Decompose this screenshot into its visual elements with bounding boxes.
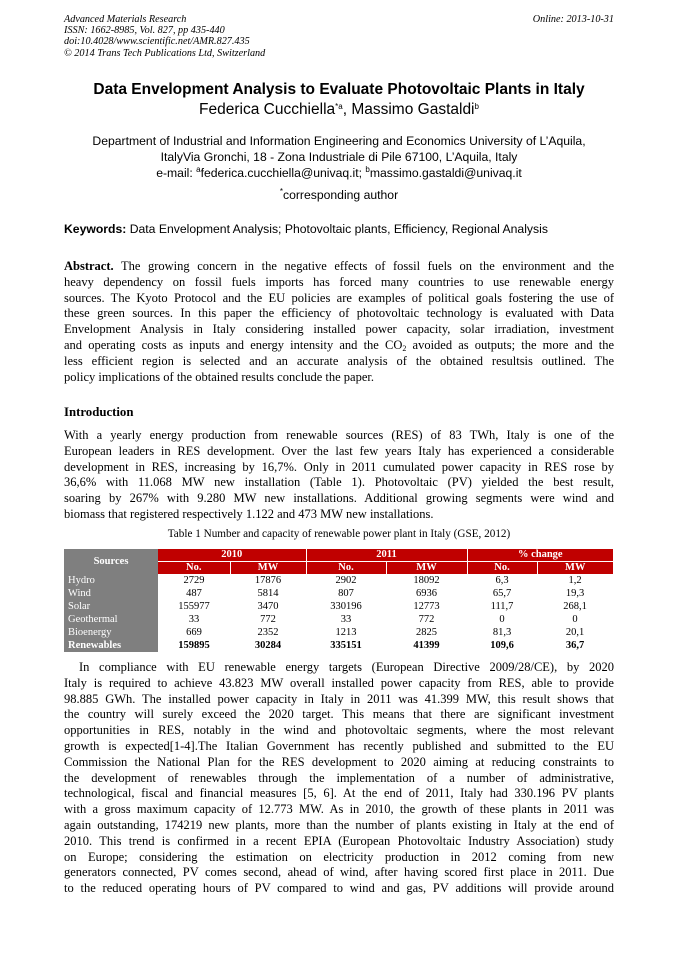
email-link[interactable]: massimo.gastaldi@univaq.it: [369, 166, 522, 180]
table-subheader: MW: [386, 562, 467, 575]
journal-copyright: © 2014 Trans Tech Publications Ltd, Switzerland: [64, 47, 266, 59]
table-cell: 1,2: [537, 574, 613, 587]
corresponding-marker: *: [279, 187, 283, 196]
table-cell: 12773: [386, 600, 467, 613]
table-row: [64, 613, 613, 626]
table-cell: 81,3: [467, 626, 537, 639]
table-header-group: 2010: [158, 549, 306, 562]
author-name: Federica Cucchiella: [199, 101, 336, 118]
journal-header: [64, 14, 265, 59]
table-cell: 109,6: [467, 639, 537, 652]
abstract-line: Abstract. The growing concern in the negative effects of fossil fuels on the environment and the: [64, 259, 614, 273]
table-cell: 30284: [230, 639, 306, 652]
table-cell: 111,7: [467, 600, 537, 613]
row-label: Geothermal: [64, 613, 158, 626]
paragraph-line: Commission the National Plan for the RES development to 2020 aiming at reducing constraints to: [64, 754, 614, 769]
paragraph-line: In compliance with EU renewable energy targets (European Directive 2009/28/CE), by 2020: [79, 660, 614, 674]
table-cell: 18092: [386, 574, 467, 587]
table-caption: Table 1 Number and capacity of renewable power plant in Italy (GSE, 2012): [167, 528, 511, 540]
table-cell: 33: [306, 613, 386, 626]
paragraph-line: the development of renewables through the implementation of a number of administrative,: [64, 770, 614, 785]
online-date: Online: 2013-10-31: [532, 14, 614, 25]
affiliation: [0, 133, 678, 165]
row-label: Hydro: [64, 574, 158, 587]
abstract-line: heavy dependency on fossil fuels imports has forced many countries to use renewable energy: [64, 274, 614, 289]
paragraph-line: generators connected, PV comes second, ahead of wind, after having scored first place in 2011. Due: [64, 865, 614, 880]
corresponding-text: corresponding author: [282, 188, 399, 202]
table-cell: 33: [158, 613, 230, 626]
table-cell: 772: [230, 613, 306, 626]
table-cell: 335151: [306, 639, 386, 652]
paragraph-line: opportunities in RES, notably in the wind and photovoltaic segments, where the most relevant: [64, 723, 614, 738]
table-row: [64, 600, 613, 613]
row-label: Solar: [64, 600, 158, 613]
table-cell: 20,1: [537, 626, 613, 639]
paragraph-line: with a gross maximum capacity of 12.773 MW. As in 2010, the growth of these plants in 2011 was: [64, 802, 614, 817]
email-marker: a: [196, 165, 201, 174]
renewables-table: [64, 549, 613, 652]
paragraph-line: biomass that registered respectively 1.122 and 473 MW new installations.: [64, 506, 434, 521]
author-name: Massimo Gastaldi: [351, 101, 475, 118]
abstract-line: and operating costs as inputs and energy intensity and the $CO_2$ avoided as outputs; the more and the: [64, 337, 614, 353]
table-cell: 1213: [306, 626, 386, 639]
paragraph-line: 98.885 GWh. The installed power capacity in Italy in 2011 was 41.399 MW, this result shows that: [64, 691, 614, 706]
abstract-line: Envelopment Analysis in Italy considering installed power capacity, solar irradiation, investment: [64, 322, 614, 337]
table-cell: 19,3: [537, 587, 613, 600]
table-cell: 6,3: [467, 574, 537, 587]
table-cell: 2352: [230, 626, 306, 639]
intro-paragraph: [64, 428, 614, 523]
table-cell: 5814: [230, 587, 306, 600]
paragraph-line: on Europe; considering the estimation on electricity production in 2012 coming from new: [64, 849, 614, 864]
corresponding-note: [0, 188, 678, 202]
table-subheader: No.: [158, 562, 230, 575]
row-label: Bioenergy: [64, 626, 158, 639]
paragraph-line: European leaders in RES development. Over the last few years Italy has experienced a considerable: [64, 443, 614, 458]
table-cell: 0: [467, 613, 537, 626]
table-cell: 2825: [386, 626, 467, 639]
table-cell: 36,7: [537, 639, 613, 652]
affiliation-line: ItalyVia Gronchi, 18 - Zona Industriale di Pile 67100, L’Aquila, Italy: [160, 150, 518, 164]
body-paragraph: [64, 660, 614, 897]
table-header-row: [64, 549, 613, 562]
paragraph-line: development in RES, increasing by 16,7%. Only in 2011 cumulated power capacity in RES rose by: [64, 459, 614, 474]
author-marker: b: [474, 102, 479, 111]
table-cell: 807: [306, 587, 386, 600]
paragraph-line: again outstanding, 174219 new plants, more than the number of plants existing in Italy at the end of: [64, 817, 614, 832]
table-subheader: No.: [467, 562, 537, 575]
paper-title: Data Envelopment Analysis to Evaluate Photovoltaic Plants in Italy: [93, 81, 585, 98]
table-subheader: MW: [230, 562, 306, 575]
keywords-text: Data Envelopment Analysis; Photovoltaic plants, Efficiency, Regional Analysis: [126, 222, 548, 236]
keywords-label: Keywords:: [64, 222, 127, 236]
table-cell: 772: [386, 613, 467, 626]
email-line: [0, 166, 678, 180]
journal-doi[interactable]: doi:10.4028/www.scientific.net/AMR.827.435: [64, 36, 250, 48]
table-row: [64, 574, 613, 587]
paragraph-line: 36,6% with 11.068 MW new installation (Table 1). Photovoltaic (PV) yielded the best result,: [64, 475, 614, 490]
paragraph-line: technological, fiscal and financial measures [5, 6]. At the end of 2011, Italy had 330.196 PV plants: [64, 786, 614, 801]
table-cell: 669: [158, 626, 230, 639]
paragraph-line: soaring by 267% with 9.280 MW new installations. Additional growing segments were wind and: [64, 491, 614, 506]
table-cell: 487: [158, 587, 230, 600]
table-cell: 6936: [386, 587, 467, 600]
abstract-label: Abstract.: [64, 259, 114, 273]
email-marker: b: [365, 165, 370, 174]
paragraph-line: the country will surely exceed the 2020 target. This means that there are significant investment: [64, 707, 614, 722]
author-list: [0, 101, 678, 119]
paragraph-line: Italy is required to achieve 43.823 MW overall installed power capacity from RES, able to provide: [64, 675, 614, 690]
table-cell: 159895: [158, 639, 230, 652]
abstract-line: these green sources. In this paper the efficiency of photovoltaic technology is evaluated with Data: [64, 306, 614, 321]
table-subheader: MW: [537, 562, 613, 575]
table-cell: 41399: [386, 639, 467, 652]
abstract-line: policy implications of the obtained results conclude the paper.: [64, 369, 374, 384]
table-cell: 330196: [306, 600, 386, 613]
table-cell: 0: [537, 613, 613, 626]
table-cell: 155977: [158, 600, 230, 613]
paragraph-line: growth is expected[1-4].The Italian Government has recently published and submitted to the EU: [64, 738, 614, 753]
row-label: Renewables: [64, 639, 158, 652]
table-total-row: [64, 639, 613, 652]
table-cell: 2902: [306, 574, 386, 587]
paragraph-line: to the reduced operating hours of PV compared to wind and gas, PV additions will provide around: [64, 881, 614, 896]
paragraph-line: 2010. This trend is confirmed in a recent EPIA (European Photovoltaic Industry Association) study: [64, 833, 614, 848]
table-cell: 3470: [230, 600, 306, 613]
abstract-line: less efficient region is selected and an accurate analysis of the obtained resultsis outlined. The: [64, 353, 614, 368]
row-label: Wind: [64, 587, 158, 600]
table-subheader: No.: [306, 562, 386, 575]
table-cell: 2729: [158, 574, 230, 587]
paragraph-line: With a yearly energy production from renewable sources (RES) of 83 TWh, Italy is one of the: [64, 428, 614, 442]
abstract-line: sources. The Kyoto Protocol and the EU policies are examples of political goals fostering the use of: [64, 290, 614, 305]
author-separator: ,: [342, 101, 352, 118]
abstract: [64, 259, 614, 385]
journal-name: Advanced Materials Research: [64, 14, 187, 25]
table-cell: 65,7: [467, 587, 537, 600]
table-cell: 268,1: [537, 600, 613, 613]
table-header-group: % change: [467, 549, 613, 562]
table-row: [64, 587, 613, 600]
table-row: [64, 626, 613, 639]
table-header-sources: Sources: [64, 549, 158, 574]
email-link[interactable]: federica.cucchiella@univaq.it;: [200, 166, 366, 180]
section-heading: Introduction: [64, 405, 134, 419]
table-cell: 17876: [230, 574, 306, 587]
table-header-group: 2011: [306, 549, 467, 562]
email-prefix: e-mail:: [156, 166, 197, 180]
keywords: [64, 222, 548, 236]
journal-issn: ISSN: 1662-8985, Vol. 827, pp 435-440: [64, 25, 225, 37]
affiliation-line: Department of Industrial and Information Engineering and Economics University of L’Aquila,: [92, 134, 586, 148]
author-marker: *a: [335, 102, 343, 111]
